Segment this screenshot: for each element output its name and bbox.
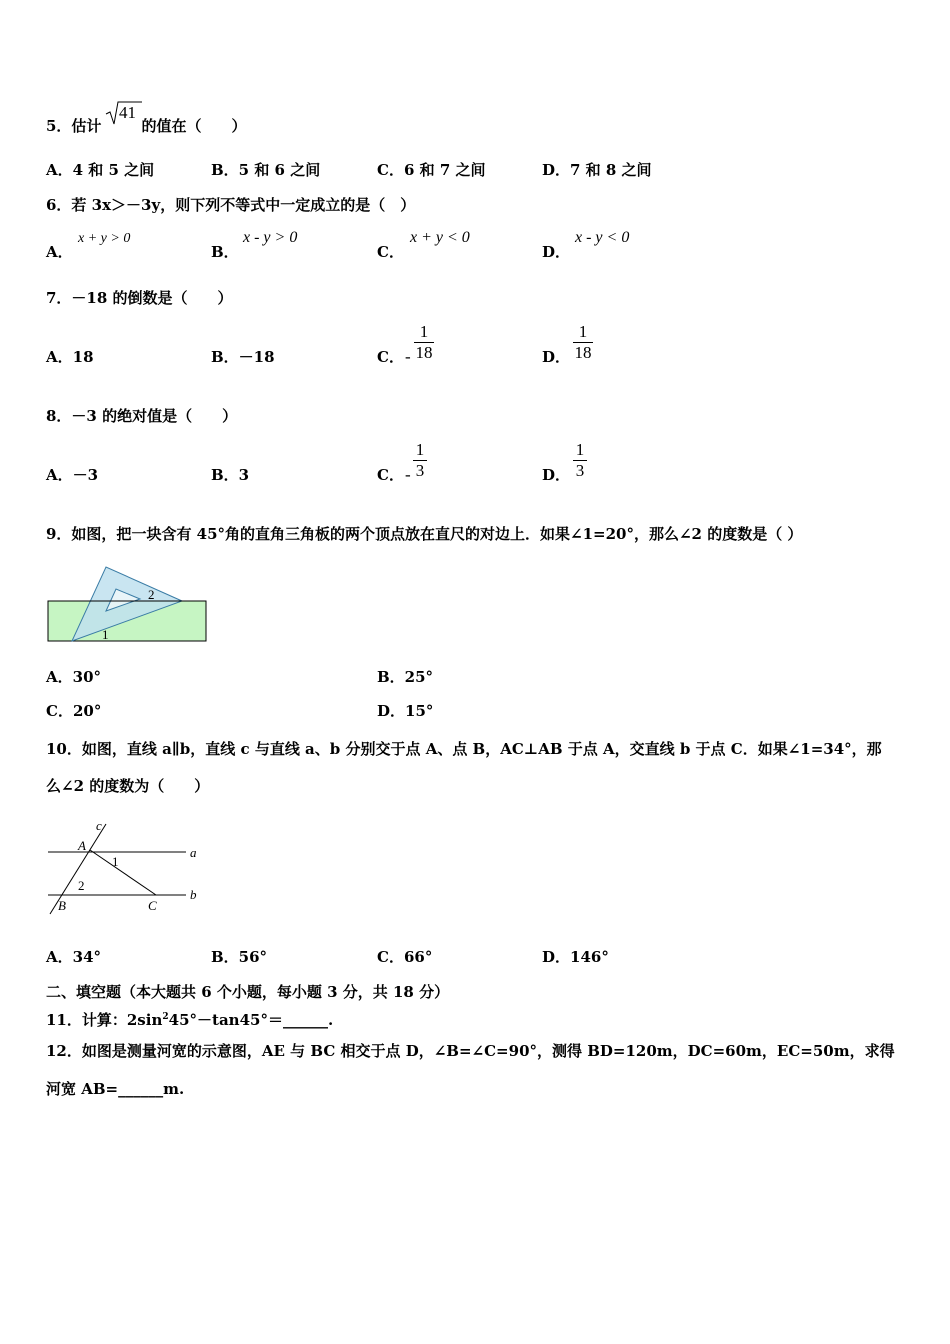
q6-option-a-letter[interactable]: A． [46, 243, 73, 261]
q10-figure [44, 816, 204, 918]
q7-option-b[interactable]: B．－18 [211, 348, 275, 366]
q10-label-1: 1 [112, 854, 119, 869]
q10-label-B: B [58, 898, 66, 913]
q5-option-b[interactable]: B．5 和 6 之间 [211, 161, 321, 179]
q6-option-d-letter[interactable]: D． [542, 243, 571, 261]
q10-stem-line2: 么∠2 的度数为（ ） [46, 777, 210, 795]
q7-stem: 7．－18 的倒数是（ ） [46, 289, 233, 307]
q7-option-a[interactable]: A．18 [46, 348, 94, 366]
q7-d-numerator: 1 [578, 322, 588, 341]
q10-option-d[interactable]: D．146° [542, 948, 609, 966]
q8-stem: 8．－3 的绝对值是（ ） [46, 407, 238, 425]
q8-d-denominator: 3 [575, 461, 585, 480]
q6-option-b-expr: x - y > 0 [243, 229, 298, 246]
q7-c-denominator: 18 [415, 343, 433, 362]
q10-option-b[interactable]: B．56° [211, 948, 268, 966]
q10-line-ac [90, 850, 156, 895]
q9-option-a[interactable]: A．30° [46, 668, 102, 686]
q7-c-numerator: 1 [419, 322, 429, 341]
q11-prefix: 11．计算：2sin [46, 1011, 163, 1029]
q12-line1: 12．如图是测量河宽的示意图，AE 与 BC 相交于点 D，∠B=∠C=90°，测得 BD=120m，DC=60m，EC=50m，求得 [46, 1042, 895, 1060]
q8-d-fraction [573, 440, 587, 481]
q11-suffix: 45°－tan45°＝______. [168, 1011, 334, 1029]
q8-option-a[interactable]: A．－3 [46, 466, 99, 484]
q5-suffix: 的值在（ ） [141, 117, 247, 135]
q10-label-A: A [78, 838, 86, 853]
q8-c-minus: - [405, 465, 411, 484]
q8-option-d[interactable]: D． [542, 466, 571, 484]
q6-option-c-letter[interactable]: C． [377, 243, 404, 261]
q11-stem [46, 1008, 333, 1029]
q9-label-1: 1 [102, 627, 109, 642]
q8-d-numerator: 1 [575, 440, 585, 459]
q8-option-b[interactable]: B．3 [211, 466, 250, 484]
q10-option-a[interactable]: A．34° [46, 948, 102, 966]
q7-c-fraction [414, 322, 434, 363]
q7-d-fraction [573, 322, 593, 363]
q10-label-a: a [190, 845, 197, 860]
q6-option-d-expr: x - y < 0 [575, 229, 630, 246]
q8-c-fraction [413, 440, 427, 481]
q5-option-a[interactable]: A．4 和 5 之间 [46, 161, 155, 179]
q5-prefix: 5．估计 [46, 117, 102, 135]
q12-line2: 河宽 AB=______m. [46, 1080, 185, 1098]
q7-option-d[interactable]: D． [542, 348, 571, 366]
q7-c-minus: - [405, 347, 411, 366]
q5-option-d[interactable]: D．7 和 8 之间 [542, 161, 652, 179]
q6-stem: 6．若 3x＞－3y，则下列不等式中一定成立的是（ ） [46, 196, 416, 214]
section2-title: 二、填空题（本大题共 6 个小题，每小题 3 分，共 18 分） [46, 983, 450, 1001]
q7-d-denominator: 18 [574, 343, 592, 362]
q10-label-b: b [190, 887, 197, 902]
q8-option-c[interactable]: C． [377, 466, 404, 484]
q11-superscript: 2 [162, 1012, 169, 1022]
q10-label-2: 2 [78, 878, 85, 893]
q10-label-c: c [96, 818, 102, 833]
q9-stem: 9．如图，把一块含有 45°角的直角三角板的两个顶点放在直尺的对边上．如果∠1=20°，那么∠2 的度数是（ ） [46, 525, 803, 543]
q9-option-b[interactable]: B．25° [377, 668, 434, 686]
q6-option-b-letter[interactable]: B． [211, 243, 239, 261]
q7-option-c[interactable]: C． [377, 348, 404, 366]
q6-option-a-expr: x + y > 0 [78, 231, 131, 246]
q10-label-C: C [148, 898, 157, 913]
q5-radicand: 41 [119, 103, 136, 122]
q8-c-numerator: 1 [415, 440, 425, 459]
q9-option-d[interactable]: D．15° [377, 702, 434, 720]
q9-label-2: 2 [148, 587, 155, 602]
q6-option-c-expr: x + y < 0 [410, 229, 470, 246]
q8-c-denominator: 3 [415, 461, 425, 480]
q10-stem-line1: 10．如图，直线 a∥b，直线 c 与直线 a、b 分别交于点 A、点 B，AC⊥AB 于点 A，交直线 b 于点 C．如果∠1=34°，那 [46, 740, 882, 758]
q9-figure [44, 563, 210, 645]
q5-stem [46, 117, 246, 135]
q10-option-c[interactable]: C．66° [377, 948, 433, 966]
q5-option-c[interactable]: C．6 和 7 之间 [377, 161, 486, 179]
q9-option-c[interactable]: C．20° [46, 702, 102, 720]
